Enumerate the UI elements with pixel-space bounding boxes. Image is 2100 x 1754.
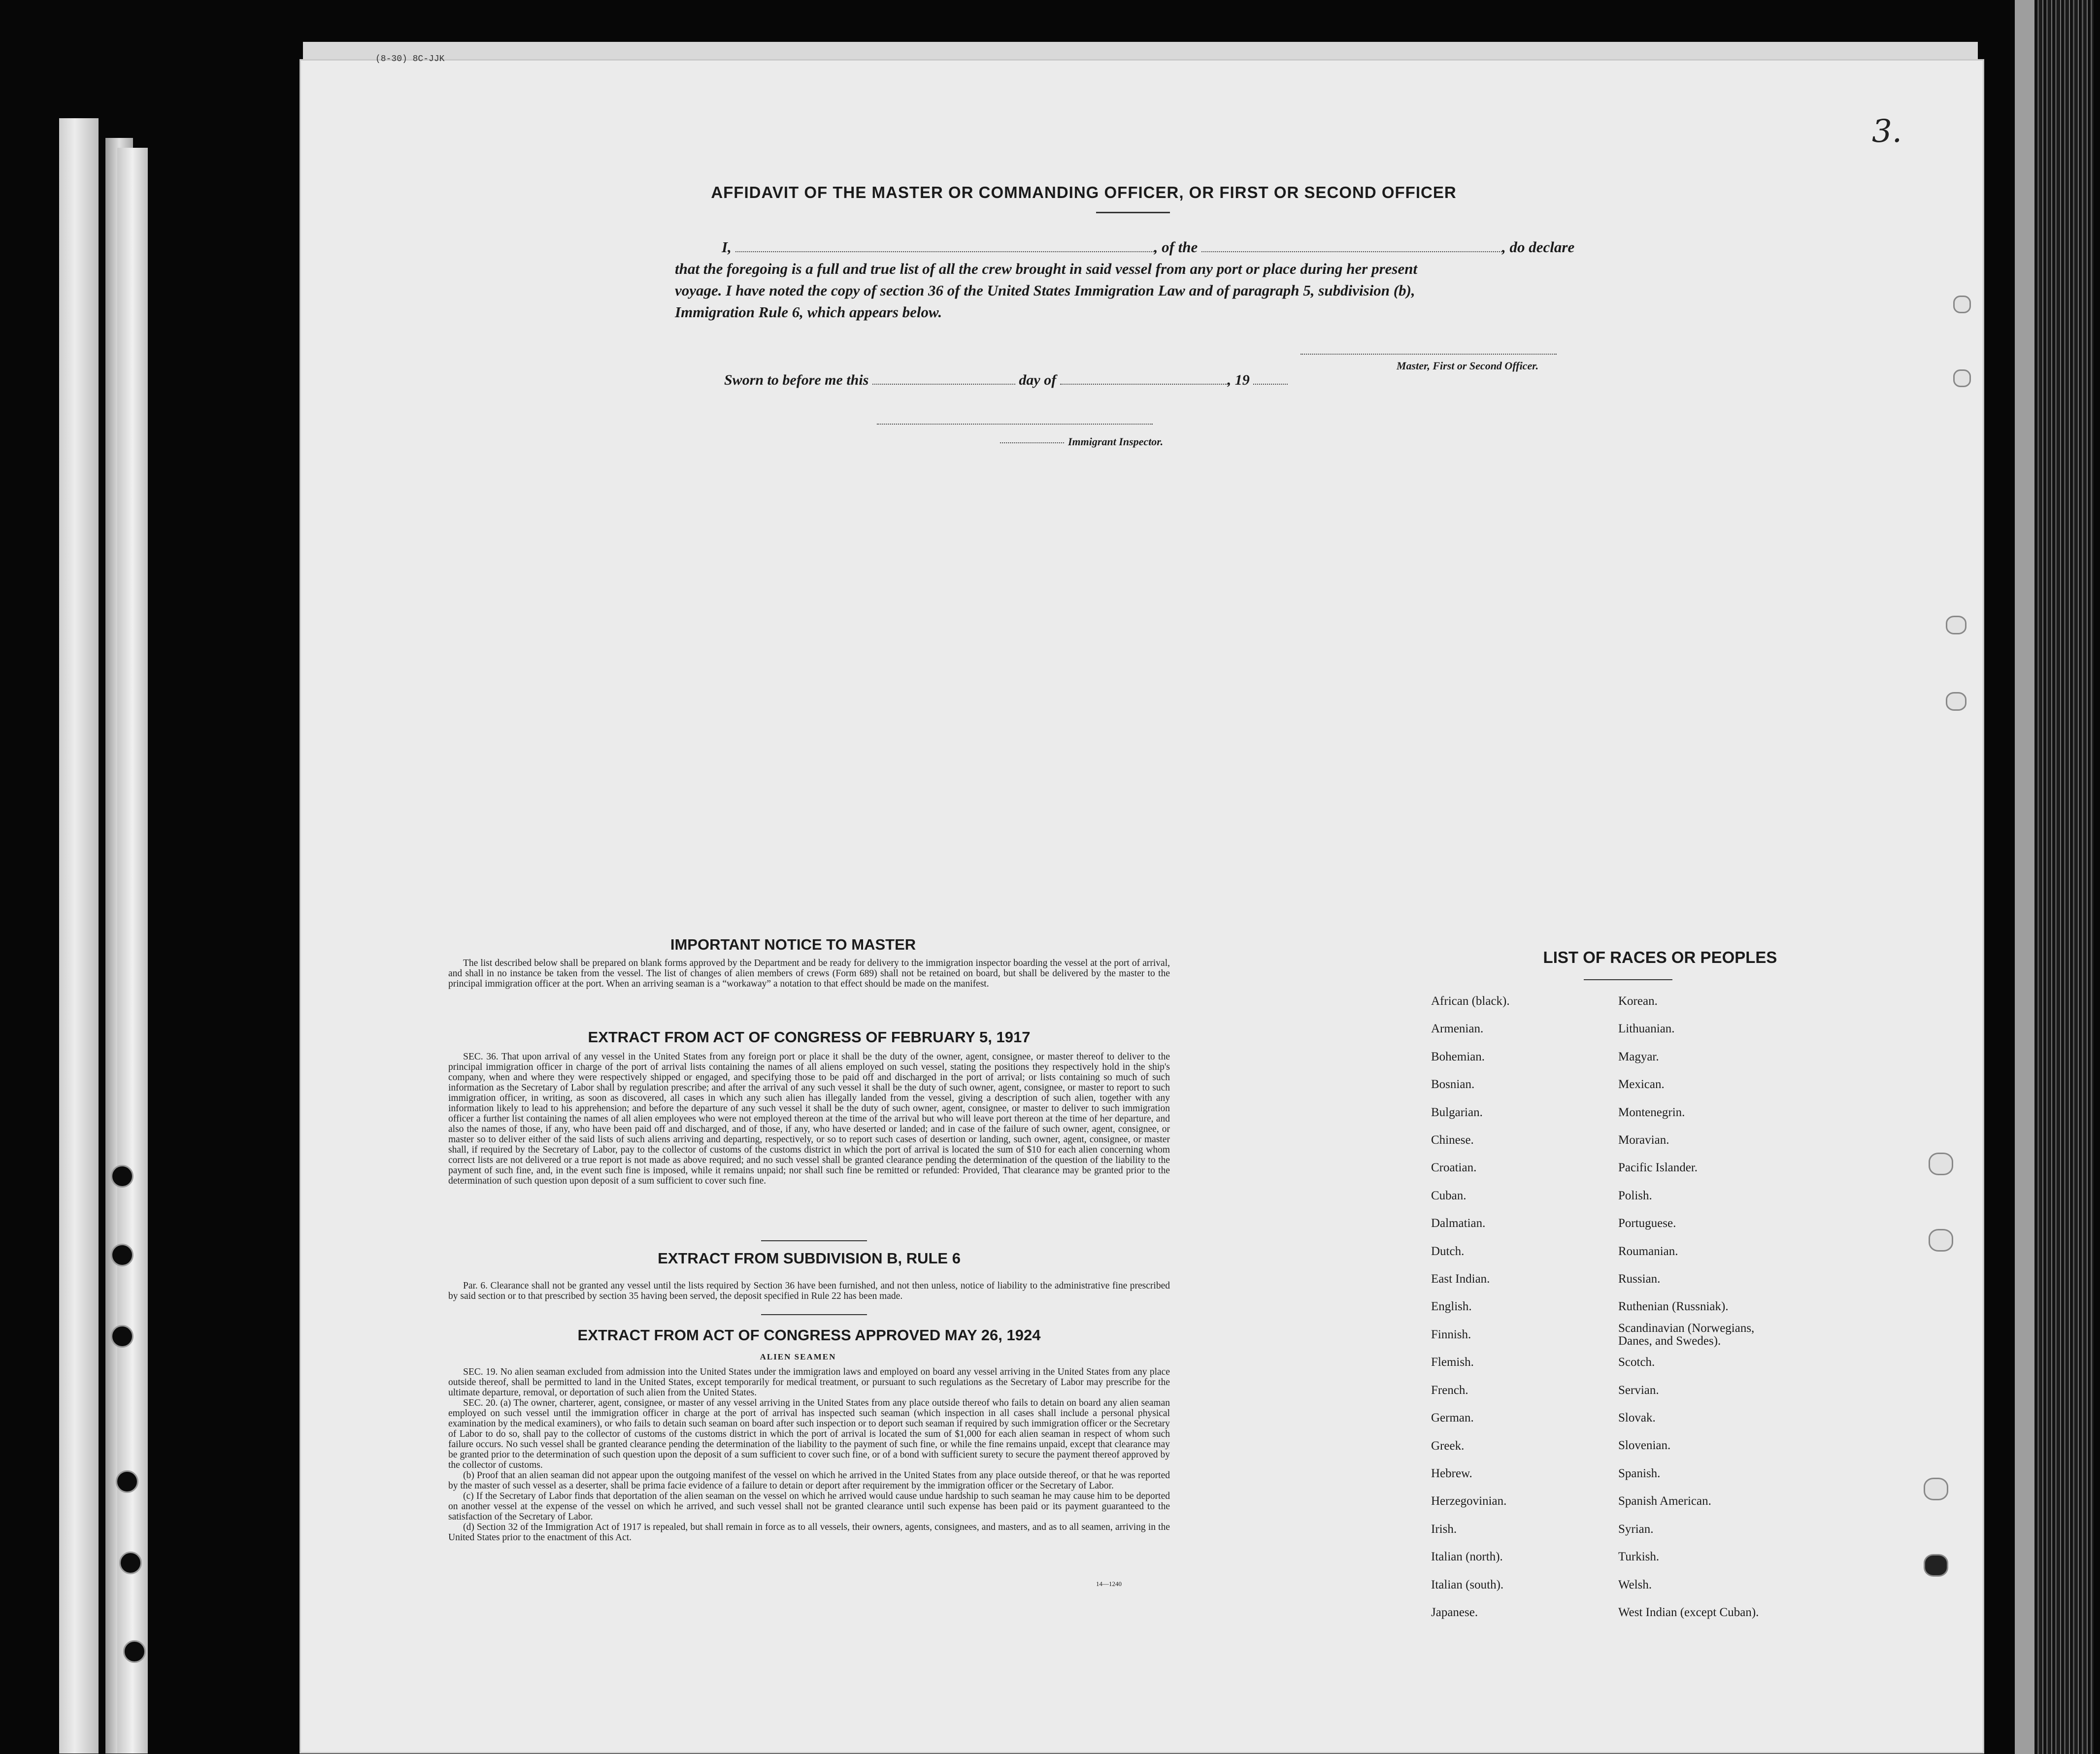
act-1924-subtitle: ALIEN SEAMEN	[760, 1352, 836, 1361]
sworn-day-of: day of	[1019, 372, 1057, 388]
race-item: Magyar.	[1618, 1050, 1659, 1063]
sworn-month-blank[interactable]	[1060, 384, 1228, 385]
sworn-prefix: Sworn to before me this	[724, 372, 869, 388]
title-rule	[1096, 212, 1170, 213]
master-signature-label: Master, First or Second Officer.	[1397, 360, 1539, 372]
race-item: Moravian.	[1618, 1133, 1669, 1147]
affidavit-line-2: that the foregoing is a full and true list of all the crew brought in said vessel from any port or place during her present	[675, 260, 1418, 277]
act-1924-body	[448, 1367, 1170, 1543]
affidavit-do-declare: , do declare	[1502, 238, 1575, 256]
punch-mark	[1929, 1229, 1953, 1252]
race-item: Scotch.	[1618, 1356, 1655, 1369]
binder-hole	[116, 1470, 138, 1493]
race-item: Italian (south).	[1431, 1578, 1504, 1591]
punch-mark	[1924, 1478, 1948, 1500]
race-item: West Indian (except Cuban).	[1618, 1605, 1759, 1619]
race-item: Spanish American.	[1618, 1494, 1711, 1508]
race-item: Syrian.	[1618, 1522, 1654, 1536]
act-1924-paragraph-3: (b) Proof that an alien seaman did not appear upon the outgoing manifest of the vessel on which he arrived in the United States from any place outside thereof, or that he was reported by the master of such vessel as a deserter, shall be prima facie evidence of a failure to detain or deport after requirement by the immigration officer or the Secretary of Labor.	[448, 1470, 1170, 1491]
rule-6-title: EXTRACT FROM SUBDIVISION B, RULE 6	[658, 1250, 961, 1267]
rule-6-body	[448, 1281, 1170, 1301]
act-1924-paragraph-5: (d) Section 32 of the Immigration Act of 1917 is repealed, but shall remain in force as to all vessels, their owners, agents, consignees, and masters, and as to all seamen, arriving in the United States prior to the enactment of this Act.	[448, 1522, 1170, 1543]
race-item: English.	[1431, 1300, 1472, 1314]
race-item: Dalmatian.	[1431, 1217, 1486, 1230]
race-item: Hebrew.	[1431, 1466, 1472, 1480]
race-item: Montenegrin.	[1618, 1105, 1685, 1119]
punch-mark	[1929, 1153, 1953, 1175]
race-item: Armenian.	[1431, 1022, 1484, 1036]
race-item: Bohemian.	[1431, 1050, 1485, 1063]
race-item: Lithuanian.	[1618, 1022, 1675, 1036]
affidavit-of-the: , of the	[1154, 238, 1198, 256]
binder-strip-outer	[59, 118, 99, 1754]
binder-hole	[111, 1244, 133, 1266]
notice-body	[448, 958, 1170, 989]
race-item: Servian.	[1618, 1383, 1659, 1397]
affidavit-line-3: voyage. I have noted the copy of section 36 of the United States Immigration Law and of paragraph 5, subdivision (b),	[675, 282, 1415, 299]
act-1924-paragraph-2: SEC. 20. (a) The owner, charterer, agent, consignee, or master of any vessel arriving in the United States from any place outside thereof who fails to detain on board any alien seaman employed on such vessel until the immigration officer in charge at the port of arrival has inspected such seaman (which inspection in all cases shall include a personal physical examination by the medical examiners), or who fails to detain such seaman on board after such inspection or to deport such seaman if required by such immigration officer or the Secretary of Labor to do so, shall pay to the collector of customs of the customs district in which the port of arrival is located the sum of $1,000 for each alien seaman in respect of whom such failure occurs. No such vessel shall be granted clearance pending the determination of the liability to the payment of such fine, or while the fine remains unpaid, except that clearance may be granted prior to the determination of such question upon the deposit of a sum sufficient to cover such fine, or of a bond with sufficient surety to secure the payment thereof approved by the collector of customs.	[448, 1398, 1170, 1470]
binder-strip-inner	[117, 148, 148, 1754]
race-item: Japanese.	[1431, 1605, 1478, 1619]
sworn-line	[724, 372, 1288, 389]
affidavit-title: AFFIDAVIT OF THE MASTER OR COMMANDING OFFICER, OR FIRST OR SECOND OFFICER	[711, 183, 1457, 201]
race-item: Spanish.	[1618, 1466, 1661, 1480]
punch-mark	[1953, 296, 1971, 313]
race-item: Cuban.	[1431, 1189, 1467, 1202]
races-title: LIST OF RACES OR PEOPLES	[1543, 948, 1777, 966]
act-1924-paragraph-1: SEC. 19. No alien seaman excluded from admission into the United States under the immigration laws and employed on board any vessel arriving in the United States from any place outside thereof, shall be permitted to land in the United States, except temporarily for medical treatment, or pursuant to such regulations as the Secretary of Labor may prescribe for the ultimate departure, removal, or deportation of such alien from the United States.	[448, 1367, 1170, 1398]
races-title-rule	[1584, 979, 1672, 980]
act-1924-paragraph-4: (c) If the Secretary of Labor finds that deportation of the alien seaman on the vessel on which he arrived would cause undue hardship to such seaman he may cause him to be deported on another vessel at the expense of the vessel on which he arrived, and such vessel shall not be granted clearance until such expense has been paid or its payment guaranteed to the satisfaction of the Secretary of Labor.	[448, 1491, 1170, 1522]
race-item: Ruthenian (Russniak).	[1618, 1300, 1729, 1314]
binder-hole	[123, 1640, 146, 1663]
race-item: Turkish.	[1618, 1550, 1660, 1564]
punch-mark	[1953, 369, 1971, 387]
race-item: Flemish.	[1431, 1356, 1474, 1369]
notice-paragraph: The list described below shall be prepared on blank forms approved by the Department and be ready for delivery to the immigration inspector boarding the vessel at the port of arrival, and shall in no instance be taken from the vessel. The list of changes of alien members of crews (Form 689) shall not be retained on board, but shall be delivered by the master to the principal immigration officer at the port. When an arriving seaman is a “workaway” a notation to that effect should be made on the manifest.	[448, 958, 1170, 989]
race-item: Dutch.	[1431, 1244, 1465, 1258]
race-item: Finnish.	[1431, 1327, 1471, 1341]
race-item: African (black).	[1431, 994, 1510, 1008]
race-item: Greek.	[1431, 1439, 1465, 1453]
race-item: Pacific Islander.	[1618, 1161, 1698, 1175]
act-1924-title: EXTRACT FROM ACT OF CONGRESS APPROVED MAY 26, 1924	[577, 1326, 1041, 1344]
handwritten-page-number: 3.	[1872, 113, 1902, 150]
officer-name-blank[interactable]	[735, 251, 1154, 252]
inspector-signature-line[interactable]	[877, 424, 1153, 425]
race-item: Roumanian.	[1618, 1244, 1678, 1258]
race-item: Korean.	[1618, 994, 1658, 1008]
race-item: Italian (north).	[1431, 1550, 1503, 1564]
races-right-column	[1618, 988, 1786, 1626]
race-item: Irish.	[1431, 1522, 1457, 1536]
race-item: East Indian.	[1431, 1272, 1490, 1286]
act-1924-footer-code: 14—1240	[1096, 1580, 1122, 1588]
punch-mark	[1924, 1554, 1948, 1577]
act-1917-title: EXTRACT FROM ACT OF CONGRESS OF FEBRUARY 5, 1917	[588, 1028, 1031, 1046]
race-item: Bulgarian.	[1431, 1105, 1483, 1119]
race-item: Slovenian.	[1618, 1439, 1671, 1453]
race-item: Scandinavian (Norwegians, Danes, and Swedes).	[1618, 1321, 1755, 1348]
punch-mark	[1946, 692, 1967, 711]
race-item: Bosnian.	[1431, 1078, 1475, 1092]
sworn-year-blank[interactable]	[1253, 384, 1288, 385]
act-1917-body	[448, 1052, 1170, 1186]
race-item: Portuguese.	[1618, 1217, 1676, 1230]
race-item: Chinese.	[1431, 1133, 1474, 1147]
race-item: French.	[1431, 1383, 1468, 1397]
inspector-dots	[1000, 442, 1064, 443]
binder-hole	[119, 1552, 142, 1574]
sworn-day-blank[interactable]	[872, 384, 1015, 385]
master-signature-line[interactable]	[1300, 354, 1557, 355]
race-item: Croatian.	[1431, 1161, 1477, 1175]
race-item: Mexican.	[1618, 1078, 1665, 1092]
book-spine	[2034, 0, 2094, 1754]
race-item: Russian.	[1618, 1272, 1661, 1286]
punch-mark	[1946, 616, 1967, 634]
vessel-name-blank[interactable]	[1201, 251, 1502, 252]
page-stack-edge	[2015, 0, 2034, 1754]
affidavit-text	[675, 236, 1626, 323]
inspector-label: Immigrant Inspector.	[1068, 435, 1164, 448]
race-item: Herzegovinian.	[1431, 1494, 1507, 1508]
notice-title: IMPORTANT NOTICE TO MASTER	[670, 936, 916, 953]
binder-hole	[111, 1325, 133, 1348]
affidavit-i: I,	[722, 238, 732, 256]
race-item: Welsh.	[1618, 1578, 1652, 1591]
section-rule	[761, 1314, 867, 1315]
rule-6-paragraph: Par. 6. Clearance shall not be granted any vessel until the lists required by Section 36 have been furnished, and not then unless, notice of liability to the administrative fine prescribed by said section or to that prescribed by section 35 having been served, the deposit specified in Rule 22 has been made.	[448, 1281, 1170, 1301]
section-rule	[761, 1240, 867, 1241]
act-1917-paragraph: SEC. 36. That upon arrival of any vessel in the United States from any foreign port or place it shall be the duty of the owner, agent, consignee, or master thereof to deliver to the principal immigration officer in charge of the port of arrival lists containing the names of all aliens employed on such vessel, stating the positions they respectively hold in the ship's company, when and where they were respectively shipped or engaged, and specifying those to be paid off and discharged in the port of arrival; or lists containing so much of such information as the Secretary of Labor shall by regulation prescribe; and after the arrival of any such vessel it shall be the duty of such owner, agent, consignee, or master to report to such immigration officer, in writing, as soon as discovered, all cases in which any such alien has illegally landed from the vessel, giving a description of such alien, together with any information likely to lead to his apprehension; and before the departure of any such vessel it shall be the duty of such owner, agent, consignee, or master to deliver to such immigration officer a further list containing the names of all alien employees who were not employed thereon at the time of the arrival but who will leave port thereon at the time of her departure, and also the names of those, if any, who have been paid off and discharged, and of those, if any, who have deserted or landed; and in case of the failure of such owner, agent, consignee, or master so to deliver either of the said lists of such aliens arriving and departing, respectively, or so to report such cases of desertion or landing, such owner, agent, consignee, or master shall, if required by the Secretary of Labor, pay to the collector of customs of the customs district in which the port of arrival is located the sum of $10 for each alien concerning whom correct lists are not delivered or a true report is not made as above required; and no such vessel shall be granted clearance pending the determination of the question of the liability to the payment of such fine, and, in the event such fine is imposed, while it remains unpaid; nor shall such fine be remitted or refunded: Provided, That clearance may be granted prior to the determination of such question upon deposit of a sum sufficient to cover such fine.	[448, 1052, 1170, 1186]
affidavit-line-4: Immigration Rule 6, which appears below.	[675, 303, 942, 321]
binder-hole	[111, 1165, 133, 1188]
sworn-year-prefix: , 19	[1227, 372, 1250, 388]
race-item: Polish.	[1618, 1189, 1652, 1202]
race-item: Slovak.	[1618, 1411, 1656, 1425]
form-code: (8-30) 8C-JJK	[375, 54, 445, 64]
race-item: German.	[1431, 1411, 1474, 1425]
races-left-column	[1431, 988, 1510, 1626]
